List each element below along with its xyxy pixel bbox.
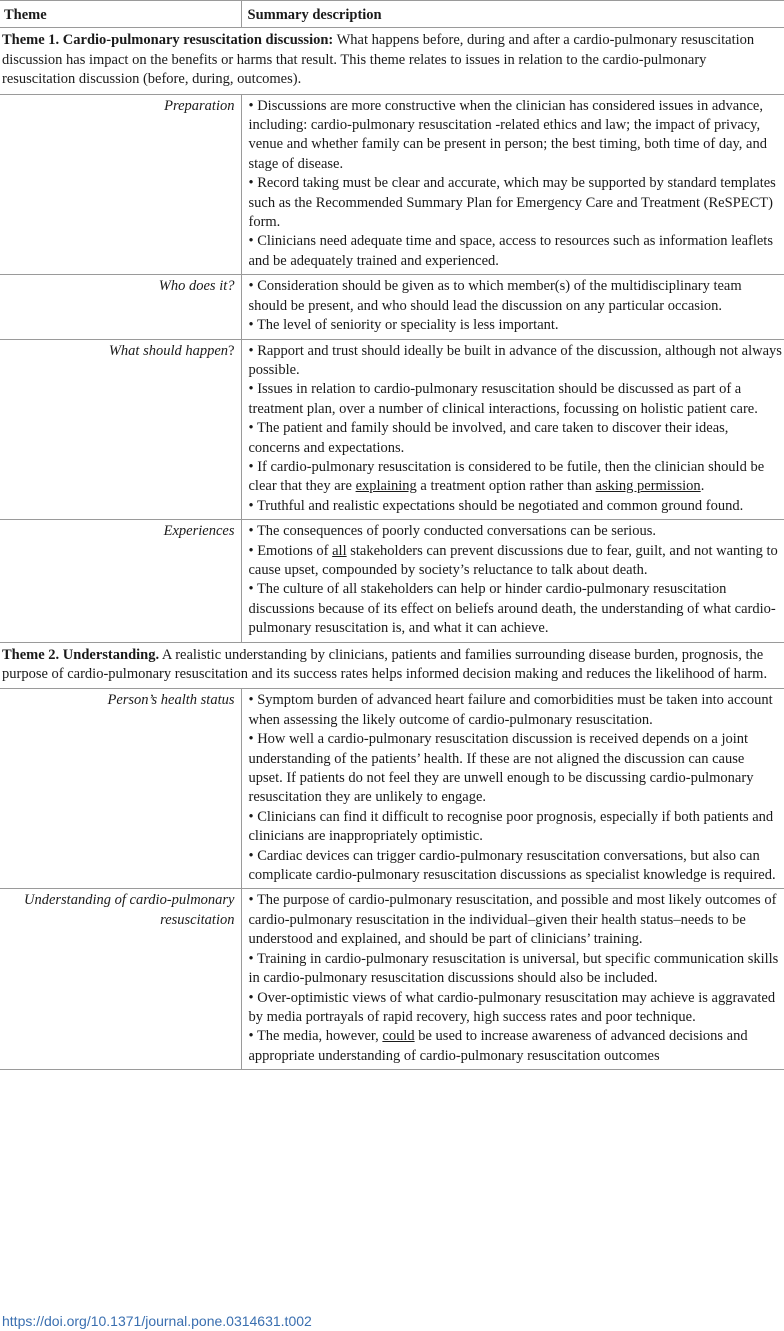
table-row xyxy=(0,689,784,889)
bullet: • The purpose of cardio-pulmonary resuscitation, and possible and most likely outcomes of cardio-pulmonary resuscitation in the individual–given their health status–needs to be understood and explained, and should be part of clinicians’ training. xyxy=(248,892,777,948)
table-row xyxy=(0,94,784,275)
underlined-word: all xyxy=(332,542,347,559)
subtheme-label: Preparation xyxy=(0,94,241,275)
bullet: • The culture of all stakeholders can help or hinder cardio-pulmonary resuscitation discussions because of its effect on beliefs around death, the understanding of what cardio-pulmonary resuscitation is, and what it can achieve. xyxy=(248,581,776,637)
bullet-text: • The media, however, xyxy=(248,1028,383,1045)
bullet-text: stakeholders can prevent discussions due to fear, guilt, and not wanting to cause upset, compounded by society’s reluctance to talk about death. xyxy=(248,542,778,578)
bullet: • Over-optimistic views of what cardio-pulmonary resuscitation may achieve is aggravated by media portrayals of rapid recovery, high success rates and poor technique. xyxy=(248,989,776,1025)
bullet: • Cardiac devices can trigger cardio-pulmonary resuscitation conversations, but also can complicate cardio-pulmonary resuscitation discussions as specialist knowledge is required. xyxy=(248,847,776,884)
theme-1-title: Theme 1. Cardio-pulmonary resuscitation discussion: xyxy=(2,32,334,49)
subtheme-label: Understanding of cardio-pulmonary resuscitation xyxy=(0,889,241,1070)
bullet-text: . xyxy=(700,478,705,495)
bullet xyxy=(249,458,783,497)
subtheme-label: Person’s health status xyxy=(0,689,241,889)
theme-1-row xyxy=(0,28,784,94)
subtheme-description xyxy=(241,94,784,275)
table-row xyxy=(0,520,784,642)
theme-1-description xyxy=(0,28,784,94)
bullet: • Record taking must be clear and accurate, which may be supported by standard templates such as the Recommended Summary Plan for Emergency Care and Treatment (ReSPECT) form. xyxy=(248,175,776,231)
bullet: • Issues in relation to cardio-pulmonary resuscitation should be discussed as part of a treatment plan, over a number of clinical interactions, focussing on holistic patient care. xyxy=(248,381,758,417)
bullet: • Consideration should be given as to which member(s) of the multidisciplinary team should be present, and who should lead the discussion on any particular occasion. xyxy=(248,278,742,314)
theme-2-title: Theme 2. Understanding. xyxy=(2,646,160,663)
table-row xyxy=(0,275,784,339)
bullet: • The level of seniority or speciality is less important. xyxy=(248,317,559,334)
subtheme-label: Who does it? xyxy=(0,275,241,339)
bullet: • Rapport and trust should ideally be built in advance of the discussion, although not always possible. xyxy=(248,342,782,378)
bullet: • Truthful and realistic expectations should be negotiated and common ground found. xyxy=(248,497,744,514)
bullet xyxy=(249,542,783,581)
bullet: • The consequences of poorly conducted conversations can be serious. xyxy=(248,523,656,540)
doi-link[interactable]: https://doi.org/10.1371/journal.pone.0314631.t002 xyxy=(2,1313,312,1329)
header-summary: Summary description xyxy=(241,1,784,28)
subtheme-description xyxy=(241,520,784,642)
bullet: • Training in cardio-pulmonary resuscitation is universal, but specific communication skills in cardio-pulmonary resuscitation discussions should also be included. xyxy=(248,950,779,987)
underlined-word: could xyxy=(382,1028,415,1045)
header-row xyxy=(0,1,784,28)
underlined-word: explaining xyxy=(355,478,417,495)
subtheme-description xyxy=(241,339,784,520)
bullet-text: be used to increase awareness of advanced decisions and appropriate understanding of cardio-pulmonary resuscitation outcomes xyxy=(248,1028,748,1064)
bullet-text: a treatment option rather than xyxy=(416,478,596,495)
subtheme-label: Experiences xyxy=(0,520,241,642)
underlined-word: asking permission xyxy=(595,478,701,495)
theme-2-row xyxy=(0,642,784,689)
bullet: • The patient and family should be involved, and care taken to discover their ideas, concerns and expectations. xyxy=(248,420,729,456)
theme-2-text: A realistic understanding by clinicians, patients and families surrounding disease burden, prognosis, the purpose of cardio-pulmonary resuscitation and its success rates helps informed decision making and reduces the likelihood of harm. xyxy=(2,646,768,682)
subtheme-description xyxy=(241,689,784,889)
bullet: • Discussions are more constructive when the clinician has considered issues in advance, including: cardio-pulmonary resuscitation -related ethics and law; the impact of privacy, venue and whether family can be present in person; the best timing, both time of day, and stage of disease. xyxy=(248,97,767,172)
bullet-text: • If cardio-pulmonary resuscitation is considered to be futile, then the clinician should be clear that they are xyxy=(248,458,765,495)
subtheme-label-text: What should happen xyxy=(108,342,229,359)
theme-2-description xyxy=(0,642,784,689)
bullet: • Clinicians need adequate time and space, access to resources such as information leaflets and be adequately trained and experienced. xyxy=(248,233,773,269)
bullet-text: • Emotions of xyxy=(248,542,333,559)
table-row xyxy=(0,339,784,520)
bullet: • Clinicians can find it difficult to recognise poor prognosis, especially if both patients and clinicians are inappropriately optimistic. xyxy=(248,808,774,845)
bullet: • How well a cardio-pulmonary resuscitation discussion is received depends on a joint understanding of the patients’ health. If these are not aligned the discussion can cause upset. If patients do not feel they are unwell enough to be discussing cardio-pulmonary resuscitation they are unlikely to engage. xyxy=(248,731,754,806)
subtheme-description xyxy=(241,275,784,339)
table-row xyxy=(0,889,784,1070)
subtheme-label-suffix: ? xyxy=(228,342,235,359)
subtheme-label xyxy=(0,339,241,520)
bullet: • Symptom burden of advanced heart failure and comorbidities must be taken into account when assessing the likely outcome of cardio-pulmonary resuscitation. xyxy=(248,692,773,728)
theme-1-text: What happens before, during and after a cardio-pulmonary resuscitation discussion has impact on the benefits or harms that result. This theme relates to issues in relation to the cardio-pulmonary resuscitation discussion (before, during, outcomes). xyxy=(2,32,755,88)
header-theme: Theme xyxy=(0,1,241,28)
subtheme-description xyxy=(241,889,784,1070)
bullet xyxy=(249,1027,783,1066)
